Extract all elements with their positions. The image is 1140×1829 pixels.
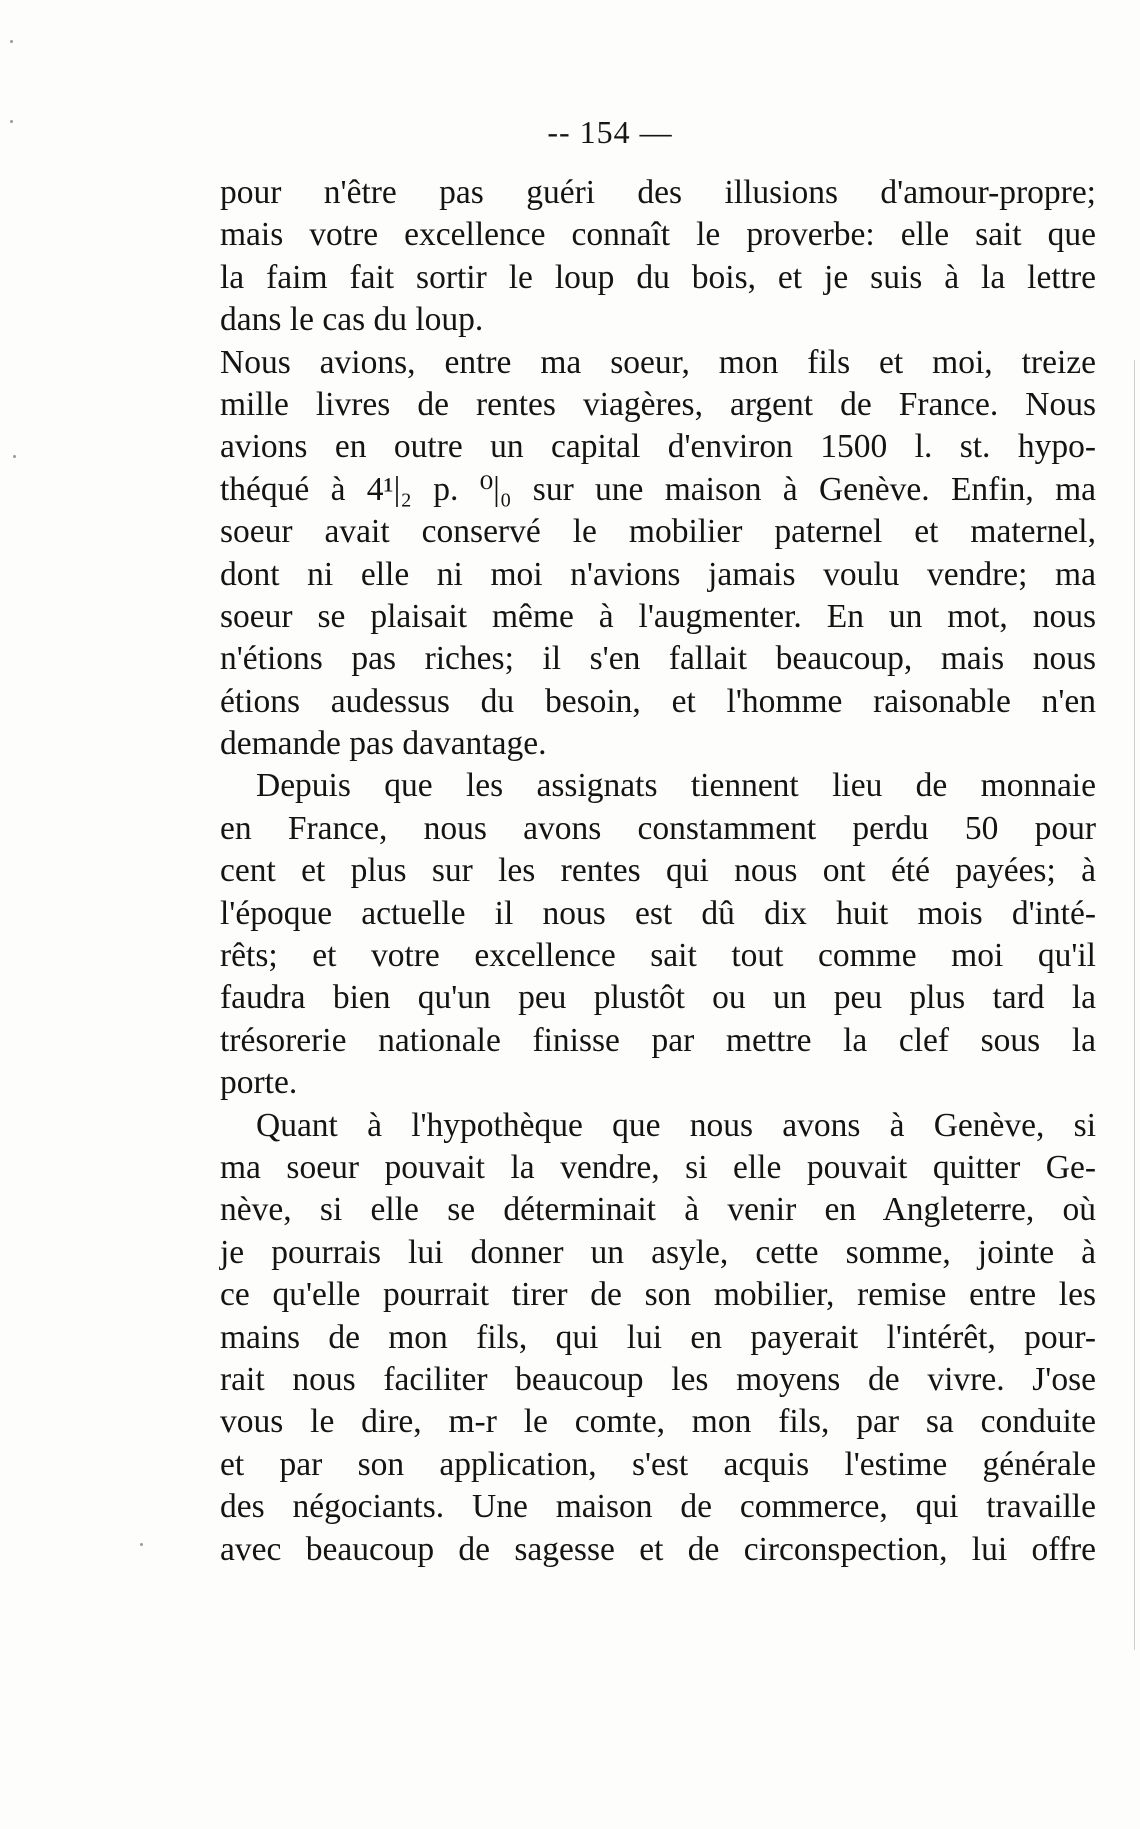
text-line: étions audessus du besoin, et l'homme raisonable n'en xyxy=(220,682,1096,720)
text-line: vous le dire, m-r le comte, mon fils, par sa conduite xyxy=(220,1403,1096,1441)
text-line: n'étions pas riches; il s'en fallait beaucoup, mais nous xyxy=(220,640,1096,678)
text-line: soeur se plaisait même à l'augmenter. En un mot, nous xyxy=(220,597,1096,635)
text-line: cent et plus sur les rentes qui nous ont été payées; à xyxy=(220,852,1096,890)
text-line: rêts; et votre excellence sait tout comme moi qu'il xyxy=(220,937,1096,975)
text-line: des négociants. Une maison de commerce, qui travaille xyxy=(220,1488,1096,1526)
text-line: la faim fait sortir le loup du bois, et je suis à la lettre xyxy=(220,258,1096,296)
text-line: porte. xyxy=(220,1064,298,1102)
text-line: soeur avait conservé le mobilier paternel et maternel, xyxy=(220,513,1096,551)
text-line: dont ni elle ni moi n'avions jamais voulu vendre; ma xyxy=(220,555,1096,593)
text-line: et par son application, s'est acquis l'estime générale xyxy=(220,1445,1096,1483)
text-line: trésorerie nationale finisse par mettre la clef sous la xyxy=(220,1021,1096,1059)
body-text xyxy=(220,172,1096,1571)
text-line: avec beaucoup de sagesse et de circonspection, lui offre xyxy=(220,1530,1096,1568)
page-edge-line xyxy=(1134,360,1135,1650)
text-line: mais votre excellence connaît le proverbe: elle sait que xyxy=(220,216,1096,254)
text-line: mains de mon fils, qui lui en payerait l'intérêt, pour- xyxy=(220,1318,1096,1356)
text-line: théqué à 4¹|₂ p. ⁰|₀ sur une maison à Genève. Enfin, ma xyxy=(220,470,1096,508)
text-line: rait nous faciliter beaucoup les moyens de vivre. J'ose xyxy=(220,1360,1096,1398)
text-line: ma soeur pouvait la vendre, si elle pouvait quitter Ge- xyxy=(220,1148,1096,1186)
text-line: ce qu'elle pourrait tirer de son mobilier, remise entre les xyxy=(220,1276,1096,1314)
speck-mark xyxy=(10,40,13,43)
text-line: Depuis que les assignats tiennent lieu de monnaie xyxy=(256,767,1096,805)
text-line: demande pas davantage. xyxy=(220,725,547,763)
text-line: en France, nous avons constamment perdu 50 pour xyxy=(220,809,1096,847)
text-line: nève, si elle se déterminait à venir en Angleterre, où xyxy=(220,1191,1096,1229)
text-line: dans le cas du loup. xyxy=(220,301,484,339)
page-number: -- 154 — xyxy=(547,114,673,150)
speck-mark xyxy=(13,455,16,458)
text-line: Quant à l'hypothèque que nous avons à Genève, si xyxy=(256,1106,1096,1144)
text-line: je pourrais lui donner un asyle, cette somme, jointe à xyxy=(220,1233,1096,1271)
text-line: pour n'être pas guéri des illusions d'amour-propre; xyxy=(220,174,1096,211)
text-line: faudra bien qu'un peu plustôt ou un peu plus tard la xyxy=(220,979,1096,1017)
text-line: mille livres de rentes viagères, argent de France. Nous xyxy=(220,385,1096,423)
text-line: avions en outre un capital d'environ 1500 l. st. hypo- xyxy=(220,428,1096,466)
text-line: l'époque actuelle il nous est dû dix huit mois d'inté- xyxy=(220,894,1096,932)
speck-mark xyxy=(140,1543,143,1546)
text-line: Nous avions, entre ma soeur, mon fils et moi, treize xyxy=(220,343,1096,381)
